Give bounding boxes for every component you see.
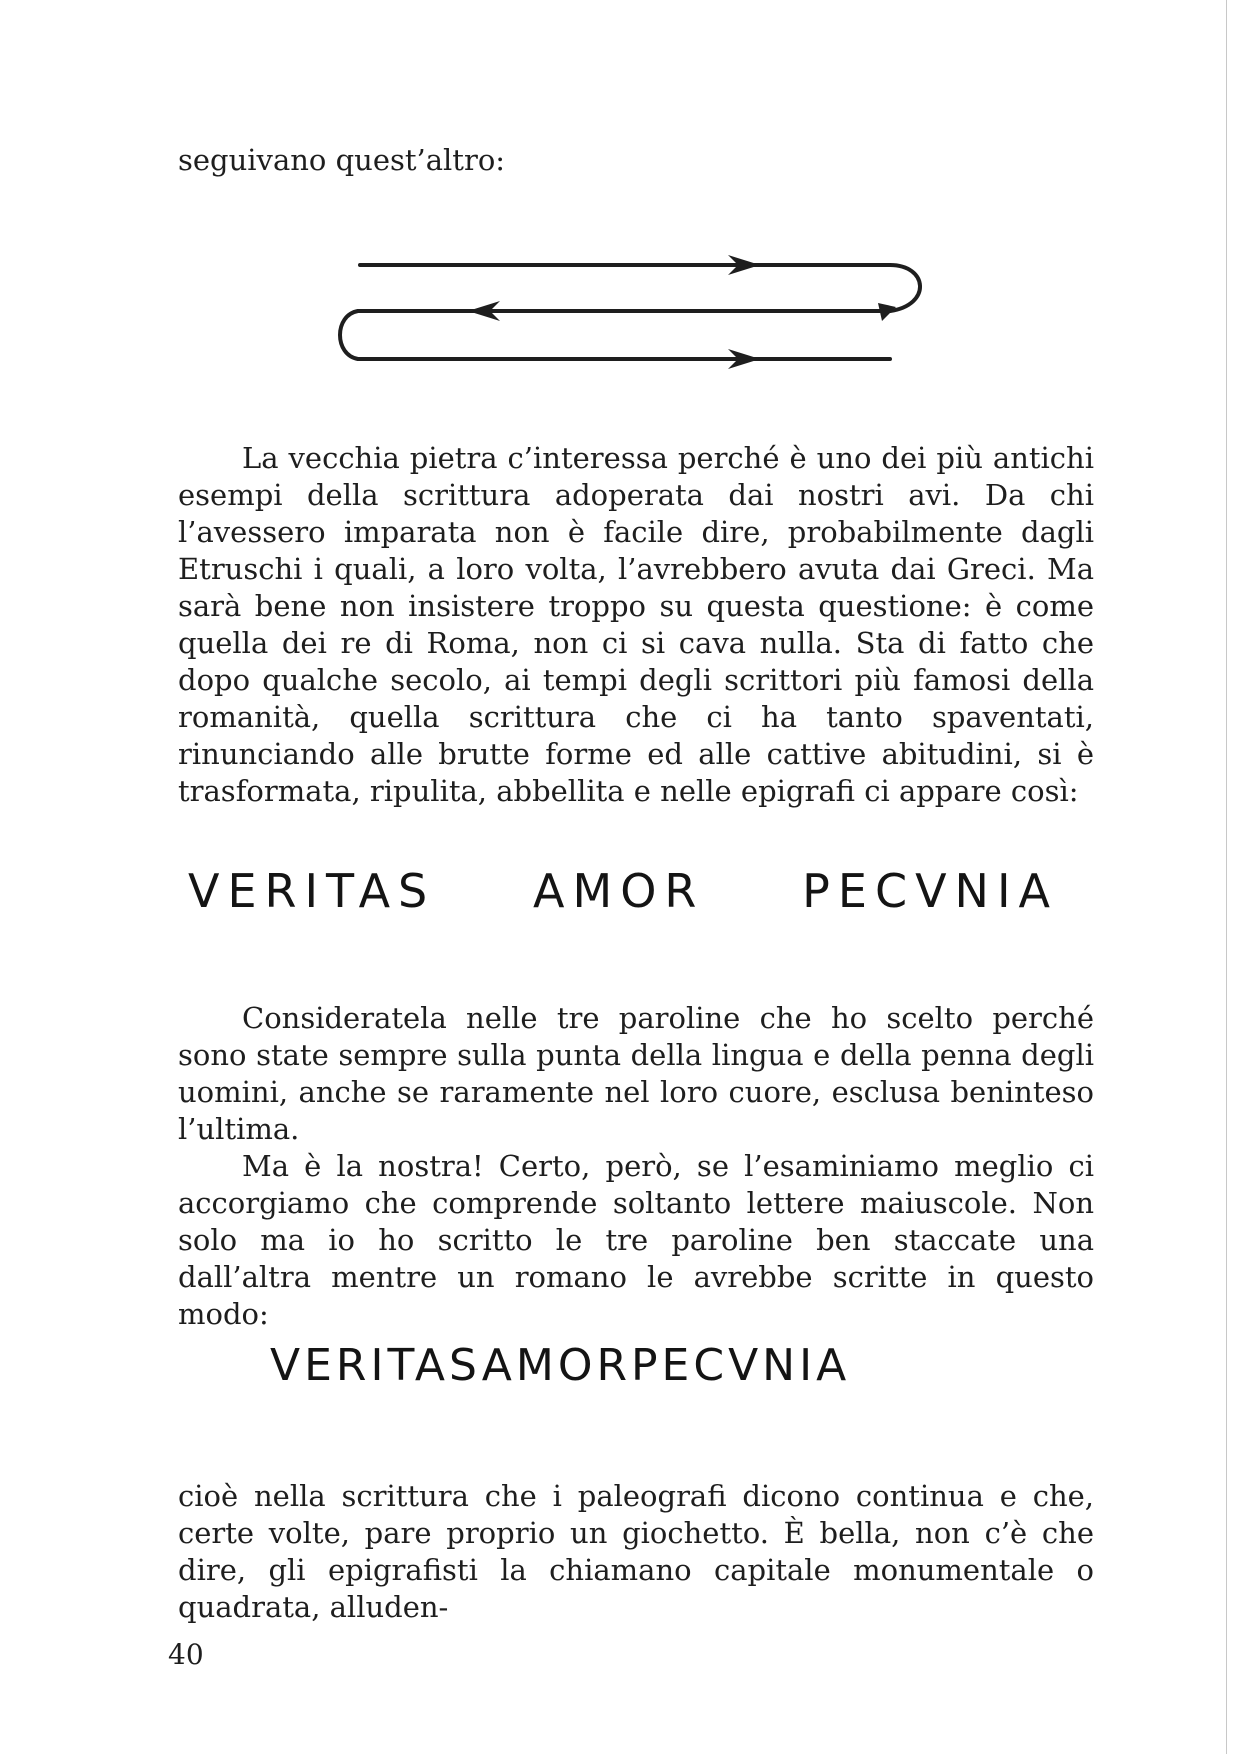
page-edge-line [1226, 0, 1227, 1754]
boustrophedon-arrows-diagram [330, 255, 950, 375]
intro-text [178, 142, 1094, 179]
inscription-continuous: VERITASAMORPECVNIA [270, 1340, 851, 1391]
paragraph-3-text: Ma è la nostra! Certo, però, se l’esaminiamo meglio ci accorgiamo che comprende soltanto lettere maiuscole. Non solo ma io ho scritto le tre paroline ben staccate una dall’altra mentre un romano le avrebbe scritte in questo modo: [178, 1149, 1094, 1331]
paragraph-2-text: Consideratela nelle tre paroline che ho scelto perché sono state sempre sulla punta della lingua e della penna degli uomini, anche se raramente nel loro cuore, esclusa beninteso l’ultima. [178, 1001, 1094, 1146]
inscription-word-amor: AMOR [533, 864, 705, 918]
inscription-word-pecvnia: PECVNIA [802, 864, 1058, 918]
inscription-spaced-words [188, 864, 1058, 918]
intro-line: seguivano quest’altro: [178, 143, 506, 177]
arrow-hook-right [890, 265, 920, 311]
arrow-hook-left [340, 311, 358, 359]
paragraph-1 [178, 440, 1094, 810]
paragraph-1-text: La vecchia pietra c’interessa perché è uno dei più antichi esempi della scrittura adoperata dai nostri avi. Da chi l’avessero imparata non è facile dire, probabilmente dagli Etruschi i quali, a loro volta, l’avrebbero avuta dai Greci. Ma sarà bene non insistere troppo su questa questione: è come quella dei re di Roma, non ci si cava nulla. Sta di fatto che dopo qualche secolo, ai tempi degli scrittori più famosi della romanità, quella scrittura che ci ha tanto spaventati, rinunciando alle brutte forme ed alle cattive abitudini, si è trasformata, ripulita, abbellita e nelle epigrafi ci appare così: [178, 441, 1094, 808]
paragraph-4 [178, 1478, 1094, 1626]
inscription-word-veritas: VERITAS [188, 864, 436, 918]
paragraph-4-text: cioè nella scrittura che i paleografi dicono continua e che, certe volte, pare proprio un giochetto. È bella, non c’è che dire, gli epigrafisti la chiamano capitale monumentale o quadrata, alluden- [178, 1479, 1094, 1624]
page-number: 40 [168, 1638, 204, 1671]
paragraph-2-3 [178, 1000, 1094, 1333]
